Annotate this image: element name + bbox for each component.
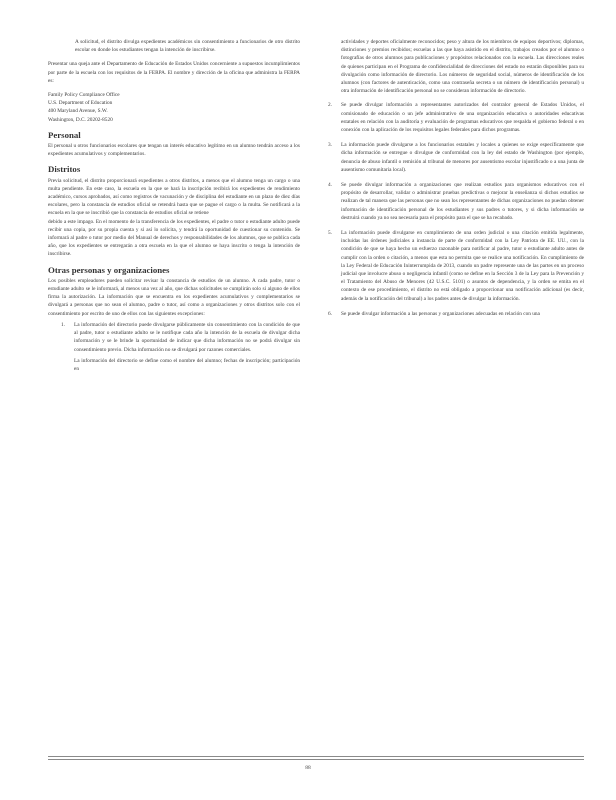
page-number: 88 [305,765,311,771]
list-item [328,181,584,222]
address-line: U.S. Department of Education [48,100,113,107]
section-heading-otras: Otras personas y organizaciones [48,264,170,275]
intro-paragraph: A solicitud, el distrito divulga expedientes académicos sin consentimiento a funcionarios de otro distrito escolar en donde los estudiantes tengan la intención de inscribirse. [75,39,300,54]
distritos-paragraph-2: debido a este impago. En el momento de la transferencia de los expedientes, el padre o tutor o estudiante adulto puede recibir una copia, por su propia cuenta y si así lo solicita, y tendrá la oportunidad de cuestionar su contenido. Se informará al padre o tutor por medio del Manual de derechos y responsabilidades de los alumnos, que se publica cada año, que los expedientes se entregarán a otra escuela en la que el alumno se haya inscrito o tenga la intención de inscribirse. [48,218,300,258]
list-item [328,101,584,134]
list-item [48,321,300,373]
footer-rule [48,759,584,760]
list-item [328,141,584,174]
continuation-block [328,38,584,95]
intro-block [48,38,300,54]
list-item-number: 3. [328,142,332,149]
list-item-subtext: La información del directorio se define como el nombre del alumno; fechas de inscripción; participación en [74,357,300,372]
left-column [48,38,300,380]
list-item-text: Se puede divulgar información a representantes autorizados del contralor general de Estados Unidos, el comisionado de educación o un jefe administrativo de una organización educativa o autoridades educativas estatales en relación con la auditoría y evaluación de programas educativos que respalda el gobierno federal o en conexión con la aplicación de los requisitos legales federales para dichos programas. [341,102,584,134]
address-line: Washington, D.C. 20202-8520 [48,116,113,123]
list-item-text: La información puede divulgarse en cumplimiento de una orden judicial o una citación emitida legalmente, incluidas las órdenes judiciales a instancia de parte de conformidad con la Ley Patriota de EE. UU., con la condición de que se haya hecho un esfuerzo razonable para notificar al padre, tutor o estudiante adulto antes de cumplir con la orden o citación, a menos que esta no permita que se realice una notificación. En cumplimiento de la Ley Federal de Educación Ininterrumpida de 2013, cuando un padre represente una de las partes en un proceso judicial que involucre abuso o negligencia infantil (como se define en la Sección 3 de la Ley para la Prevención y el Tratamiento del Abuso de Menores (42 U.S.C. 5101) o asuntos de dependencia, y la orden se emita en el contexto de ese procedimiento, el distrito no está obligado a proporcionar una notificación adicional (es decir, además de la notificación del tribunal) a los padres antes de divulgar la información. [341,230,584,302]
address-line: Family Policy Compliance Office [48,92,120,99]
personal-paragraph: El personal u otros funcionarios escolares que tengan un interés educativo legítimo en un alumno tendrán acceso a los expedientes acumulativos y complementarios. [48,143,300,158]
distritos-paragraph-1: Previa solicitud, el distrito proporcionará expedientes a otros distritos, a menos que el alumno tenga un cargo o una multa pendiente. En este caso, la escuela en la que se hará la inscripción recibirá los expedientes de rendimiento académico, cursos aprobados, así como registros de vacunación y de disciplina del estudiante en un plazo de diez días escolares, pero la constancia de estudios oficial se retendrá hasta que se pague el cargo o la multa. Se notificará a la escuela en la que se inscribió que la constancia de estudios oficial se retiene [48,177,300,217]
complaint-paragraph: Presentar una queja ante el Departamento de Educación de Estados Unidos concerniente a supuestos incumplimientos por parte de la escuela con los requisitos de la FERPA. El nombre y dirección de la oficina que administra la FERPA es: [48,61,300,84]
list-item-number: 1. [61,321,65,328]
section-heading-personal: Personal [48,129,81,140]
otras-paragraph: Los posibles empleadores pueden solicitar revisar la constancia de estudios de un alumno. A cada padre, tutor o estudiante adulto se le informará, al menos una vez al año, que dichas solicitudes se cumplirán solo si alguno de ellos firma la autorización. La información que se encuentra en los expedientes acumulativos y complementarios se divulgará a personas que no sean el alumno, padre o tutor, así como a organizaciones y otros distritos solo con el consentimiento por escrito de uno de ellos con las siguientes excepciones: [48,277,300,317]
list-item [328,229,584,303]
list-item-text: La información puede divulgarse a los funcionarios estatales y locales a quienes se exige específicamente que dicha información se entregue o divulgue de conformidad con la ley del estado de Washington (por ejemplo, denuncia de abuso infantil o remisión al tribunal de menores por ausentismo escolar injustificado o a una junta de ausentismo comunitaria local). [341,142,584,173]
footer-rule [48,756,584,757]
exceptions-list-right [328,101,584,318]
list-item-text: La información del directorio puede divulgarse públicamente sin consentimiento con la condición de que al padre, tutor o estudiante adulto se le notifique cada año la intención de la escuela de divulgar dicha información y se le brinde la oportunidad de indicar que dicha información no se podrá divulgar sin consentimiento previo. Dicha información no se divulgará por razones comerciales. [74,321,300,353]
right-column [328,38,584,325]
list-item-number: 5. [328,230,332,237]
section-heading-distritos: Distritos [48,164,81,175]
list-item-text: Se puede divulgar información a organizaciones que realizan estudios para organismos educativos con el propósito de desarrollar, validar o administrar pruebas predictivas o mejorar la enseñanza si dichos estudios se realizan de tal manera que las personas que no sean los representantes de dichas organizaciones no puedan obtener información de identificación personal de los estudiantes y sus padres o tutores, y si dicha información se destruirá cuando ya no sea necesaria para el propósito para el que se ha recabado. [341,182,584,221]
list-item-number: 2. [328,102,332,109]
list-item-number: 4. [328,182,332,189]
list-item-text: Se puede divulgar información a las personas y organizaciones adecuadas en relación con una [341,310,540,317]
list-item [328,310,584,318]
exceptions-list-left [48,321,300,373]
list-item-number: 6. [328,310,332,317]
ferpa-address [48,91,300,124]
continuation-paragraph: actividades y deportes oficialmente reconocidos; peso y altura de los miembros de equipos deportivos; diplomas, distinciones y premios recibidos; escuelas a las que haya asistido en el distrito, trabajos creados por el alumno o fotografías de otros alumnos para publicaciones y propósitos relacionados con la escuela. Las direcciones reales de quienes participan en el Programa de confidencialidad de direcciones del estado no estarán disponibles para su divulgación como información de directorio. Los números de seguridad social, números de identificación de los alumnos (con factores de autenticación, como una contraseña secreta o un número de identificación personal) u otra información de identificación personal no se consideran información de directorio. [341,39,584,95]
address-line: 400 Maryland Avenue, S.W. [48,108,108,115]
